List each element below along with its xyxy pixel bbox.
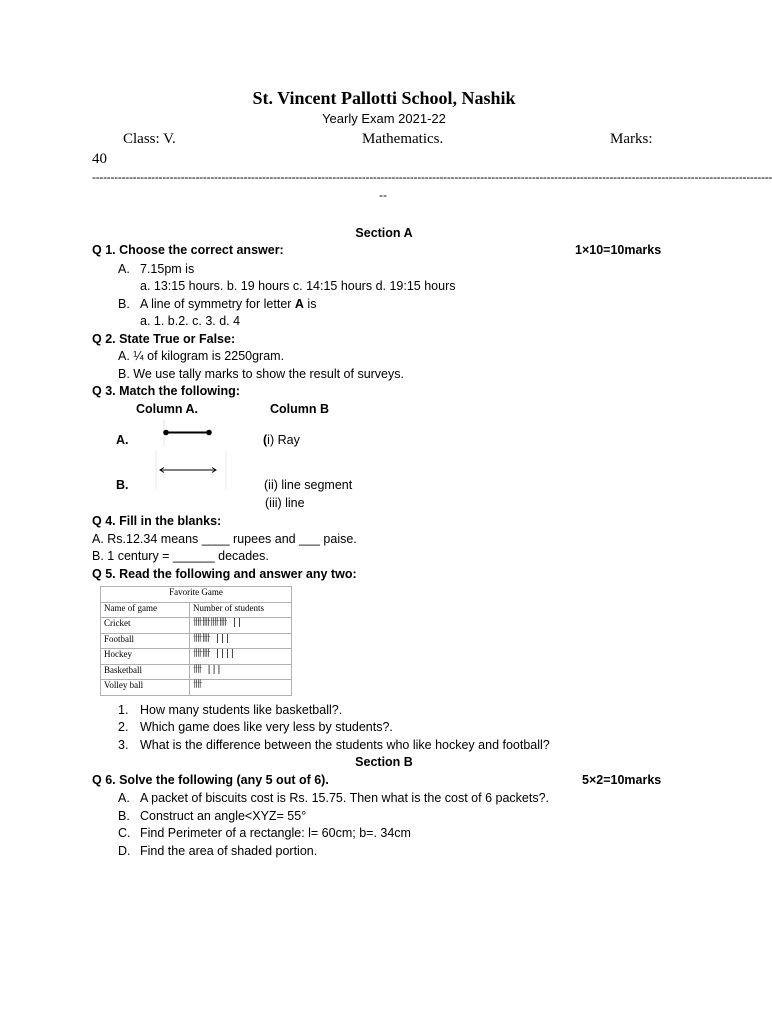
q2-item-a: A. ¼ of kilogram is 2250gram. — [118, 349, 285, 363]
table-cell-game: Football — [101, 633, 190, 649]
q6-label: Q 6. Solve the following (any 5 out of 6). — [92, 773, 329, 787]
marks-label: Marks: — [610, 131, 653, 147]
table-header-row — [101, 602, 292, 618]
q3-option-line: (iii) line — [265, 496, 305, 510]
q6-marks: 5×2=10marks — [582, 773, 662, 787]
q4-item-a: A. Rs.12.34 means ____ rupees and ___ paise. — [92, 532, 357, 546]
class-label: Class: V. — [123, 131, 176, 147]
table-header-game: Name of game — [101, 602, 190, 618]
q1-b-letter: B. — [118, 297, 130, 311]
q1-b-letter-a: A — [294, 297, 304, 311]
q3-option-ray — [263, 433, 300, 447]
q3-column-b-header: Column B — [270, 402, 330, 416]
q1-a-options: a. 13:15 hours. b. 19 hours c. 14:15 hours d. 19:15 hours — [140, 279, 456, 293]
exam-title: Yearly Exam 2021-22 — [322, 111, 446, 126]
table-row — [101, 633, 292, 649]
q3-row-a-label: A. — [116, 433, 129, 447]
q3-option-line-segment: (ii) line segment — [264, 478, 353, 492]
q6-c-letter: C. — [118, 826, 131, 840]
q6-d-text: Find the area of shaded portion. — [140, 844, 318, 858]
table-title-row — [101, 587, 292, 603]
line-segment-figure — [160, 420, 220, 446]
table-row — [101, 664, 292, 680]
table-cell-game: Cricket — [101, 618, 190, 634]
tally-marks: 卌卌 |||| — [190, 649, 292, 665]
q5-question-2-num: 2. — [118, 720, 129, 734]
q1-b-text — [140, 297, 316, 311]
tally-marks: 卌 ||| — [190, 664, 292, 680]
q3-column-a-header: Column A. — [136, 402, 199, 416]
q6-b-text: Construct an angle<XYZ= 55° — [140, 809, 307, 823]
q1-a-letter: A. — [118, 262, 130, 276]
q6-c-text: Find Perimeter of a rectangle: l= 60cm; b=. 34cm — [140, 826, 411, 840]
table-cell-game: Basketball — [101, 664, 190, 680]
q1-b-options: a. 1. b.2. c. 3. d. 4 — [140, 314, 241, 328]
table-row — [101, 618, 292, 634]
table-cell-game: Volley ball — [101, 680, 190, 696]
table-cell-game: Hockey — [101, 649, 190, 665]
divider-tail: -- — [379, 188, 387, 202]
section-a-title: Section A — [355, 226, 413, 240]
table-row — [101, 680, 292, 696]
tally-marks: 卌卌 ||| — [190, 633, 292, 649]
q5-question-3-num: 3. — [118, 738, 129, 752]
subject-label: Mathematics. — [362, 131, 444, 147]
q3-option-ray-paren: ( — [263, 433, 268, 447]
q3-label: Q 3. Match the following: — [92, 384, 240, 398]
favorite-game-table — [100, 586, 292, 696]
school-name: St. Vincent Pallotti School, Nashik — [252, 88, 516, 108]
q5-question-1: How many students like basketball?. — [140, 703, 343, 717]
section-b-title: Section B — [355, 755, 413, 769]
table-title: Favorite Game — [101, 587, 292, 603]
q4-item-b: B. 1 century = ______ decades. — [92, 549, 269, 563]
q4-label: Q 4. Fill in the blanks: — [92, 514, 222, 528]
q6-a-text: A packet of biscuits cost is Rs. 15.75. Then what is the cost of 6 packets?. — [140, 791, 550, 805]
table-header-students: Number of students — [190, 602, 292, 618]
table-row — [101, 649, 292, 665]
divider-line: ---------------------------------------------------------------------------------------------------------------------------------------------------------------------------------------- — [92, 170, 772, 184]
q5-question-3: What is the difference between the students who like hockey and football? — [140, 738, 550, 752]
q3-option-ray-text: i) Ray — [267, 433, 300, 447]
tally-marks: 卌 — [190, 680, 292, 696]
line-figure — [152, 451, 230, 489]
q6-b-letter: B. — [118, 809, 130, 823]
q6-d-letter: D. — [118, 844, 131, 858]
q5-question-2: Which game does like very less by students?. — [140, 720, 393, 734]
q1-b-text-after: is — [303, 297, 317, 311]
tally-marks: 卌卌卌卌 || — [190, 618, 292, 634]
q1-marks: 1×10=10marks — [575, 243, 662, 257]
q5-label: Q 5. Read the following and answer any two: — [92, 567, 357, 581]
q1-label: Q 1. Choose the correct answer: — [92, 243, 284, 257]
q2-label: Q 2. State True or False: — [92, 332, 236, 346]
marks-value: 40 — [92, 151, 107, 167]
q5-question-1-num: 1. — [118, 703, 129, 717]
q3-row-b-label: B. — [116, 478, 129, 492]
q1-b-text-before: A line of symmetry for letter — [140, 297, 295, 311]
q6-a-letter: A. — [118, 791, 130, 805]
q2-item-b: B. We use tally marks to show the result of surveys. — [118, 367, 404, 381]
q1-a-text: 7.15pm is — [140, 262, 195, 276]
